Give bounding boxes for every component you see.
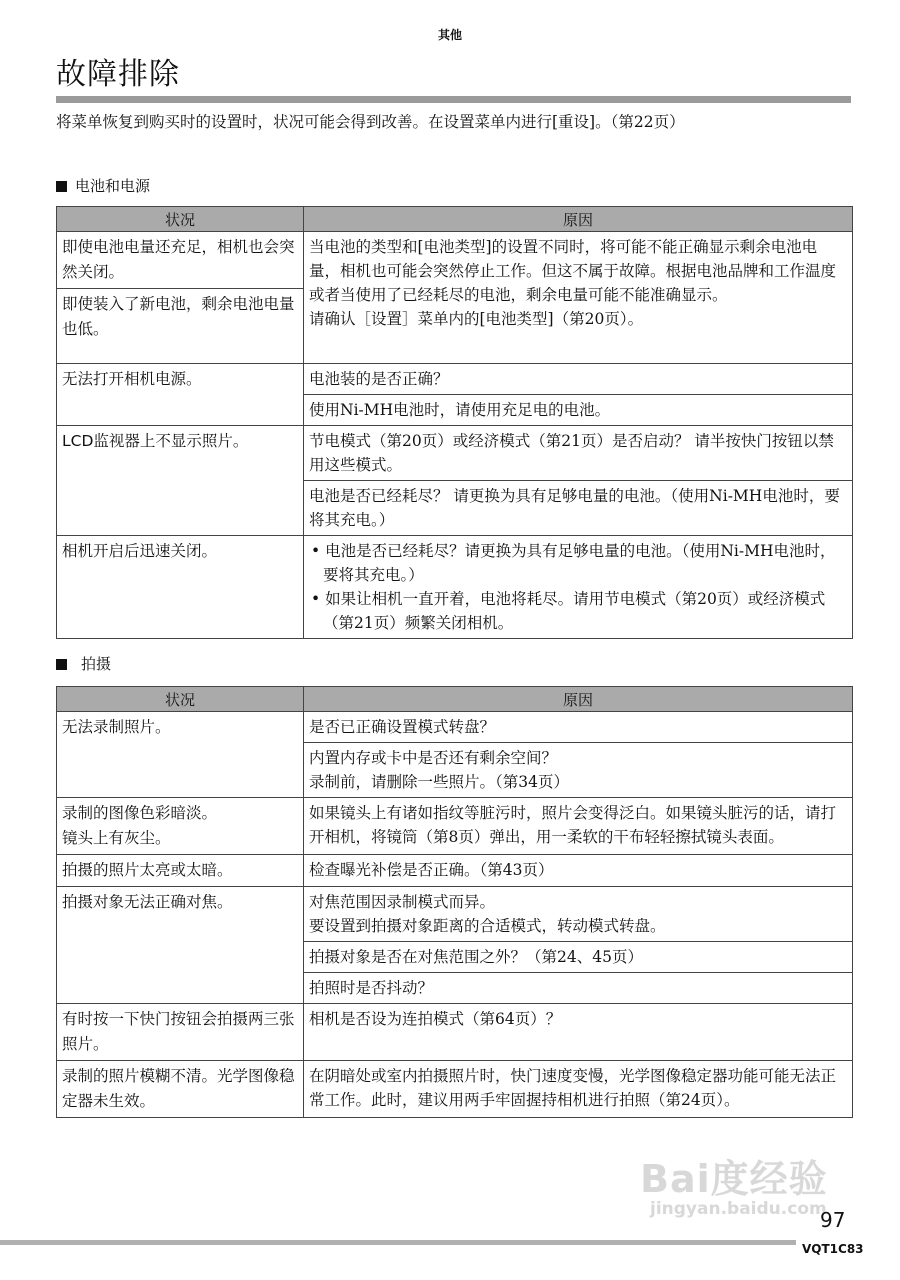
cause-cell: 电池是否已经耗尽？ 请更换为具有足够电量的电池。（使用Ni-MH电池时，要将其充电。） <box>304 481 853 536</box>
situation-cell: 拍摄的照片太亮或太暗。 <box>57 855 304 887</box>
column-header-situation: 状况 <box>57 687 304 712</box>
cause-cell: 拍摄对象是否在对焦范围之外？（第24、45页） <box>304 942 853 973</box>
table-header-row <box>57 687 853 712</box>
cause-cell: 是否已正确设置模式转盘？ <box>304 712 853 743</box>
situation-cell: 无法打开相机电源。 <box>57 364 304 426</box>
cause-text: 当电池的类型和[电池类型]的设置不同时，将可能不能正确显示剩余电池电量，相机也可能会突然停止工作。但这不属于故障。根据电池品牌和工作温度或者当使用了已经耗尽的电池，剩余电量可能不能准确显示。 <box>309 238 837 304</box>
bullet-text: 如果让相机一直开着，电池将耗尽。请用节电模式（第20页）或经济模式（第21页）频繁关闭相机。 <box>323 590 826 632</box>
situation-cell: 无法录制照片。 <box>57 712 304 798</box>
watermark-url: jingyan.baidu.com <box>650 1199 827 1219</box>
watermark <box>640 1148 840 1228</box>
page-number: 97 <box>820 1208 846 1232</box>
section-heading-label: 拍摄 <box>81 655 112 673</box>
cause-cell: 在阴暗处或室内拍摄照片时，快门速度变慢，光学图像稳定器功能可能无法正常工作。此时，建议用两手牢固握持相机进行拍照（第24页）。 <box>304 1061 853 1118</box>
table-row <box>57 712 853 743</box>
bullet-item: • 电池是否已经耗尽？请更换为具有足够电量的电池。（使用Ni-MH电池时，要将其充电。） <box>311 542 836 584</box>
cause-text: 对焦范围因录制模式而异。 <box>309 893 496 911</box>
situation-text: 镜头上有灰尘。 <box>62 829 171 847</box>
shooting-table <box>56 686 853 1118</box>
situation-text: 录制的图像色彩暗淡。 <box>62 804 218 822</box>
situation-cell: 录制的照片模糊不清。光学图像稳定器未生效。 <box>57 1061 304 1118</box>
intro-text: 将菜单恢复到购买时的设置时，状况可能会得到改善。在设置菜单内进行[重设]。（第22页） <box>56 113 685 131</box>
situation-cell: 相机开启后迅速关闭。 <box>57 536 304 639</box>
footer-rule <box>0 1240 796 1245</box>
situation-cell: 即使电池电量还充足，相机也会突然关闭。 <box>57 232 304 289</box>
column-header-cause: 原因 <box>304 207 853 232</box>
section-heading-label: 电池和电源 <box>75 177 151 195</box>
table-row <box>57 798 853 855</box>
bullet-item: • 如果让相机一直开着，电池将耗尽。请用节电模式（第20页）或经济模式（第21页）频繁关闭相机。 <box>311 590 826 632</box>
cause-cell: 拍照时是否抖动？ <box>304 973 853 1004</box>
situation-cell: 有时按一下快门按钮会拍摄两三张照片。 <box>57 1004 304 1061</box>
cause-text: 录制前，请删除一些照片。（第34页） <box>309 773 569 791</box>
cause-cell: 电池装的是否正确？ <box>304 364 853 395</box>
section-heading-shooting <box>56 654 111 674</box>
situation-cell: 拍摄对象无法正确对焦。 <box>57 887 304 1004</box>
cause-cell <box>304 887 853 942</box>
table-row <box>57 1061 853 1118</box>
table-row <box>57 887 853 942</box>
table-row <box>57 232 853 289</box>
square-bullet-icon <box>56 181 67 192</box>
situation-cell: LCD监视器上不显示照片。 <box>57 426 304 536</box>
cause-text: 请确认［设置］菜单内的[电池类型]（第20页）。 <box>309 310 644 328</box>
battery-table <box>56 206 853 639</box>
cause-cell <box>304 743 853 798</box>
cause-cell <box>304 536 853 639</box>
table-row <box>57 364 853 395</box>
column-header-cause: 原因 <box>304 687 853 712</box>
table-row <box>57 855 853 887</box>
section-heading-battery <box>56 176 150 196</box>
header-category: 其他 <box>437 28 462 42</box>
column-header-situation: 状况 <box>57 207 304 232</box>
square-bullet-icon <box>56 659 67 670</box>
situation-cell: 即使装入了新电池，剩余电池电量也低。 <box>57 289 304 364</box>
watermark-brand: Bai度经验 <box>640 1157 828 1201</box>
doc-code: VQT1C83 <box>802 1242 864 1256</box>
table-row <box>57 536 853 639</box>
cause-text: 内置内存或卡中是否还有剩余空间？ <box>309 749 558 767</box>
cause-cell: 使用Ni-MH电池时，请使用充足电的电池。 <box>304 395 853 426</box>
title-rule <box>56 96 851 103</box>
table-header-row <box>57 207 853 232</box>
page-title: 故障排除 <box>56 57 180 92</box>
cause-cell <box>304 232 853 364</box>
table-row <box>57 1004 853 1061</box>
cause-cell: 检查曝光补偿是否正确。（第43页） <box>304 855 853 887</box>
cause-cell: 节电模式（第20页）或经济模式（第21页）是否启动？ 请半按快门按钮以禁用这些模式。 <box>304 426 853 481</box>
bullet-text: 电池是否已经耗尽？请更换为具有足够电量的电池。（使用Ni-MH电池时，要将其充电。） <box>323 542 836 584</box>
cause-text: 要设置到拍摄对象距离的合适模式，转动模式转盘。 <box>309 917 666 935</box>
situation-cell <box>57 798 304 855</box>
cause-cell: 如果镜头上有诸如指纹等脏污时，照片会变得泛白。如果镜头脏污的话，请打开相机，将镜筒（第8页）弹出，用一柔软的干布轻轻擦拭镜头表面。 <box>304 798 853 855</box>
cause-cell: 相机是否设为连拍模式（第64页）？ <box>304 1004 853 1061</box>
table-row <box>57 426 853 481</box>
